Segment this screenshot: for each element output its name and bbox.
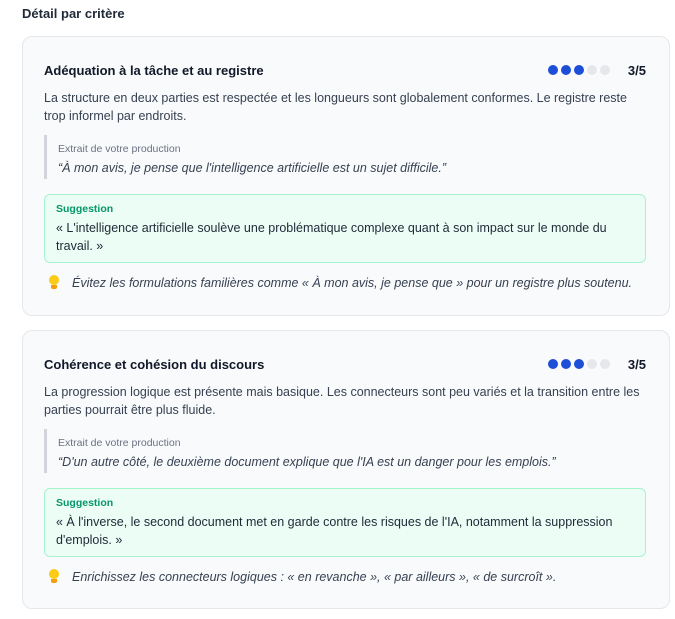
score-dots <box>548 359 610 369</box>
score-dots <box>548 65 610 75</box>
score-dot <box>600 65 610 75</box>
score-dot <box>548 359 558 369</box>
excerpt-block <box>44 429 643 473</box>
criterion-header <box>44 355 646 373</box>
tip-text: Enrichissez les connecteurs logiques : « en revanche », « par ailleurs », « de surcroît ». <box>72 570 557 584</box>
excerpt-text: “D'un autre côté, le deuxième document explique que l'IA est un danger pour les emplois.” <box>58 455 556 469</box>
criterion-card <box>22 330 670 609</box>
criterion-card <box>22 36 670 316</box>
score-dot <box>587 359 597 369</box>
score-dot <box>574 65 584 75</box>
lightbulb-icon <box>47 275 61 291</box>
score-dot <box>600 359 610 369</box>
tip-row <box>47 273 646 293</box>
suggestion-text: « L'intelligence artificielle soulève une problématique complexe quant à son impact sur le monde du travail. » <box>56 221 607 253</box>
criterion-title: Cohérence et cohésion du discours <box>44 356 265 372</box>
section-title: Détail par critère <box>22 6 125 21</box>
tip-row <box>47 567 646 587</box>
criterion-description: La structure en deux parties est respectée et les longueurs sont globalement conformes. Le registre reste trop informel par endroits. <box>44 91 627 123</box>
score-text: 3/5 <box>627 356 646 372</box>
excerpt-block <box>44 135 643 179</box>
criterion-header <box>44 61 646 79</box>
score-dot <box>561 65 571 75</box>
suggestion-label: Suggestion <box>56 203 114 215</box>
excerpt-label: Extrait de votre production <box>58 437 181 449</box>
score-dot <box>548 65 558 75</box>
suggestion-box <box>44 488 646 557</box>
score-dot <box>587 65 597 75</box>
excerpt-text: “À mon avis, je pense que l'intelligence artificielle est un sujet difficile.” <box>58 161 446 175</box>
score-dot <box>561 359 571 369</box>
criterion-description: La progression logique est présente mais basique. Les connecteurs sont peu variés et la transition entre les parties pourrait être plus fluide. <box>44 385 640 417</box>
lightbulb-icon <box>47 569 61 585</box>
score-display <box>548 63 646 78</box>
suggestion-text: « À l'inverse, le second document met en garde contre les risques de l'IA, notamment la suppression d'emplois. » <box>56 515 613 547</box>
score-display <box>548 357 646 372</box>
suggestion-label: Suggestion <box>56 497 114 509</box>
criterion-title: Adéquation à la tâche et au registre <box>44 62 264 78</box>
tip-text: Évitez les formulations familières comme « À mon avis, je pense que » pour un registre plus soutenu. <box>72 276 632 290</box>
score-dot <box>574 359 584 369</box>
suggestion-box <box>44 194 646 263</box>
excerpt-label: Extrait de votre production <box>58 143 181 155</box>
score-text: 3/5 <box>627 62 646 78</box>
